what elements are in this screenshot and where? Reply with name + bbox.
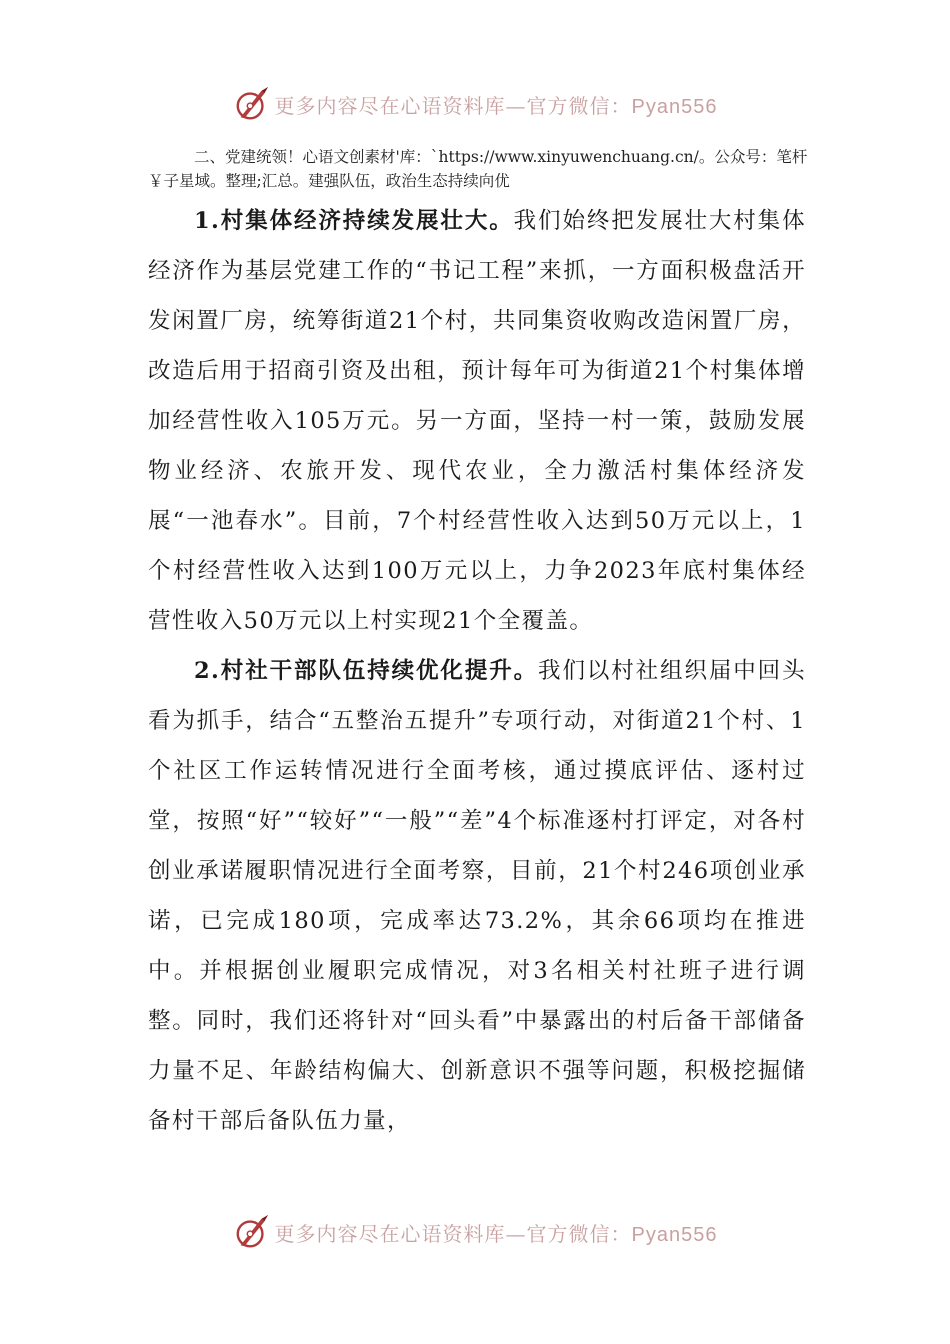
paragraph-1-text: 我们始终把发展壮大村集体经济作为基层党建工作的“书记工程”来抓，一方面积极盘活开发闲置厂房，统筹街道21个村，共同集资收购改造闲置厂房，改造后用于招商引资及出租，预计每年可为街道21个村集体增加经营性收入105万元。另一方面，坚持一村一策，鼓励发展物业经济、农旅开发、现代农业，全力激活村集体经济发展“一池春水”。目前，7个村经营性收入达到50万元以上，1个村经营性收入达到100万元以上，力争2023年底村集体经营性收入50万元以上村实现21个全覆盖。 xyxy=(148,208,806,634)
document-body xyxy=(148,196,806,1146)
quill-pen-logo-icon xyxy=(233,85,271,123)
watermark-wechat-id: Pyan556 xyxy=(631,95,718,118)
watermark-banner-bottom xyxy=(0,1210,950,1254)
watermark-banner-top xyxy=(0,82,950,126)
paragraph-1-heading: 1.村集体经济持续发展壮大。 xyxy=(194,208,514,234)
paragraph-2-text: 我们以村社组织届中回头看为抓手，结合“五整治五提升”专项行动，对街道21个村、1个社区工作运转情况进行全面考核，通过摸底评估、逐村过堂，按照“好”“较好”“一般”“差”4个标准逐村打评定，对各村创业承诺履职情况进行全面考察，目前，21个村246项创业承诺，已完成180项，完成率达73.2%，其余66项均在推进中。并根据创业履职完成情况，对3名相关村社班子进行调整。同时，我们还将针对“回头看”中暴露出的村后备干部储备力量不足、年龄结构偏大、创新意识不强等问题，积极挖掘储备村干部后备队伍力量， xyxy=(148,658,806,1134)
watermark-text: 更多内容尽在心语资料库—官方微信： xyxy=(274,1221,632,1246)
quill-pen-logo-icon xyxy=(233,1213,271,1251)
meta-line: 二、党建统领！心语文创素材'库：`https://www.xinyuwenchuang.cn/。公众号：笔杆￥子星域。整理;汇总。建强队伍，政治生态持续向优 xyxy=(148,148,808,190)
paragraph-2-heading: 2.村社干部队伍持续优化提升。 xyxy=(194,658,539,684)
paragraph-1 xyxy=(148,196,806,646)
watermark-text: 更多内容尽在心语资料库—官方微信： xyxy=(274,93,632,118)
paragraph-2 xyxy=(148,646,806,1146)
watermark-wechat-id: Pyan556 xyxy=(631,1223,718,1246)
